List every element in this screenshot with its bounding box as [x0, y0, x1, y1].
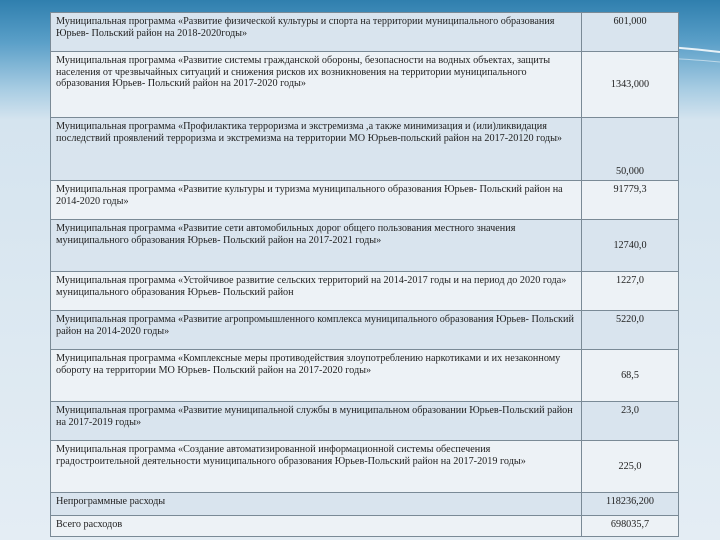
program-amount: 5220,0 [582, 311, 679, 350]
program-amount: 23,0 [582, 402, 679, 441]
total-amount: 698035,7 [582, 516, 679, 537]
program-amount: 12740,0 [582, 220, 679, 272]
program-name: Муниципальная программа «Комплексные меры противодействия злоупотреблению наркотиками и их незаконному обороту на территории МО Юрьев- Польский район на 2017-2020 годы» [51, 350, 582, 402]
program-name: Муниципальная программа «Развитие муниципальной службы в муниципальном образовании Юрьев-Польский район на 2017-2019 годы» [51, 402, 582, 441]
table-row [51, 402, 679, 441]
table-row [51, 118, 679, 181]
program-amount: 601,000 [582, 13, 679, 52]
table-row [51, 220, 679, 272]
program-amount: 50,000 [582, 118, 679, 181]
program-amount: 91779,3 [582, 181, 679, 220]
table-row [51, 52, 679, 118]
table-row [51, 516, 679, 537]
table-row [51, 272, 679, 311]
table-row [51, 181, 679, 220]
program-name: Муниципальная программа «Профилактика терроризма и экстремизма ,а также минимизация и (или)ликвидация последствий проявлений терроризма и экстремизма на территории МО Юрьев-польский район на 2017-20120 годы» [51, 118, 582, 181]
program-amount: 1227,0 [582, 272, 679, 311]
program-name: Муниципальная программа «Развитие системы гражданской обороны, безопасности на водных объектах, защиты населения от чрезвычайных ситуаций и снижения рисков их возникновения на территории муниципального образования Юрьев- Польский район на 2017-2020 годы» [51, 52, 582, 118]
table-row [51, 493, 679, 516]
program-amount: 68,5 [582, 350, 679, 402]
program-name: Муниципальная программа «Устойчивое развитие сельских территорий на 2014-2017 годы и на период до 2020 года» муниципального образования Юрьев- Польский район [51, 272, 582, 311]
table-row [51, 13, 679, 52]
program-name: Муниципальная программа «Создание автоматизированной информационной системы обеспечения градостроительной деятельности муниципального образования Юрьев-Польский район на 2017-2019 годы» [51, 441, 582, 493]
budget-table [50, 12, 679, 537]
program-name: Муниципальная программа «Развитие сети автомобильных дорог общего пользования местного значения муниципального образования Юрьев- Польский район на 2017-2021 годы» [51, 220, 582, 272]
program-name: Муниципальная программа «Развитие культуры и туризма муниципального образования Юрьев- Польский район на 2014-2020 годы» [51, 181, 582, 220]
table-row [51, 441, 679, 493]
program-amount: 1343,000 [582, 52, 679, 118]
table-row [51, 350, 679, 402]
total-label: Всего расходов [51, 516, 582, 537]
program-name: Муниципальная программа «Развитие агропромышленного комплекса муниципального образования Юрьев- Польский район на 2014-2020 годы» [51, 311, 582, 350]
nonprogram-label: Непрограммные расходы [51, 493, 582, 516]
program-name: Муниципальная программа «Развитие физической культуры и спорта на территории муниципального образования Юрьев- Польский район на 2018-2020годы» [51, 13, 582, 52]
table-row [51, 311, 679, 350]
nonprogram-amount: 118236,200 [582, 493, 679, 516]
program-amount: 225,0 [582, 441, 679, 493]
